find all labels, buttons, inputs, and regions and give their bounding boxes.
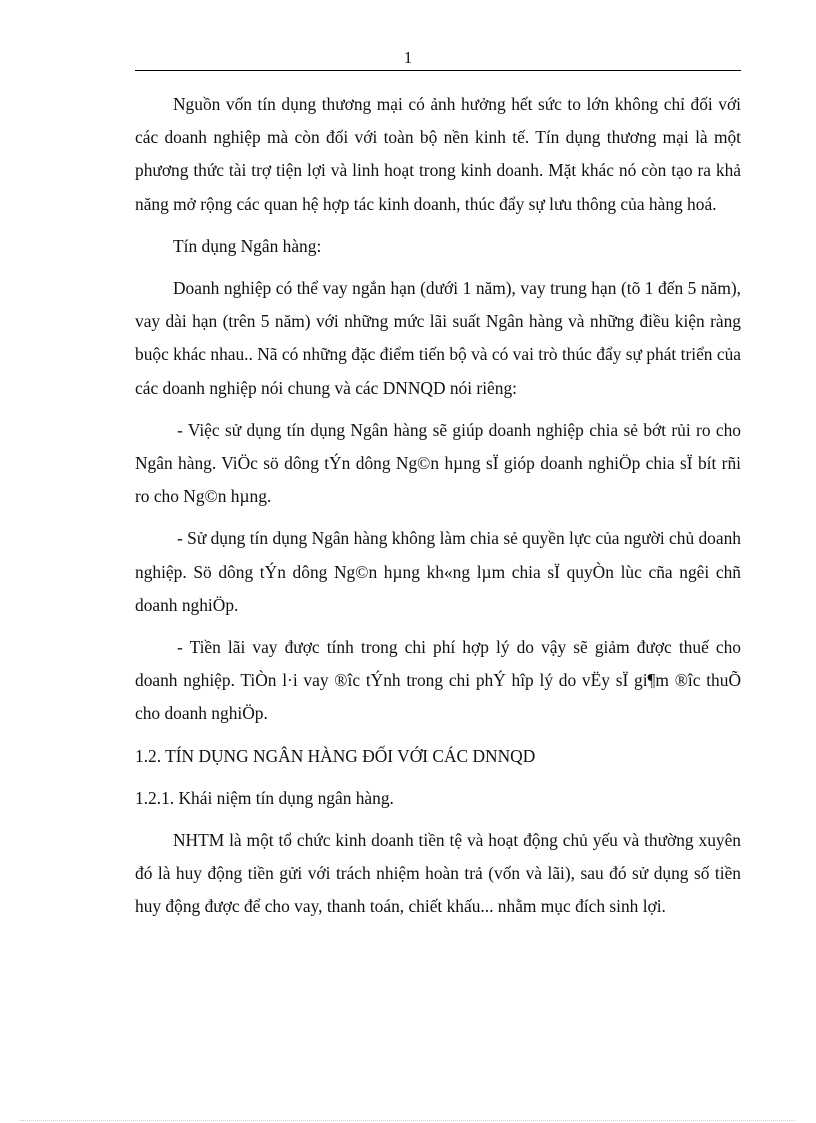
subsection-heading-1-2-1: 1.2.1. Khái niệm tín dụng ngân hàng. [135,787,394,808]
paragraph-commercial-credit: Nguồn vốn tín dụng thương mại có ảnh hưởng hết sức to lớn không chỉ đối với các doanh nghiệp mà còn đối với toàn bộ nền kinh tế. Tín dụng thương mại là một phương thức tài trợ tiện lợi và linh hoạt trong kinh doanh. Mặt khác nó còn tạo ra khả năng mở rộng các quan hệ hợp tác kinh doanh, thúc đẩy sự lưu thông của hàng hoá. [135,94,741,214]
header-rule [135,70,741,71]
page-bottom-divider [20,1120,796,1121]
document-body [135,88,741,924]
bullet-interest-cost: - Tiền lãi vay được tính trong chi phí hợp lý do vậy sẽ giảm được thuế cho doanh nghiệp. TiÒn l·i vay ®îc tÝnh trong chi phÝ hîp lý do vËy sÏ gi¶m ®îc thuÕ cho doanh nghiÖp. [135,637,741,724]
bullet-ownership: - Sử dụng tín dụng Ngân hàng không làm chia sẻ quyền lực của người chủ doanh nghiệp. Sö dông tÝn dông Ng©n hµng kh«ng lµm chia sÏ quyÒn lùc cña ngêi chñ doanh nghiÖp. [135,528,741,615]
paragraph-loan-terms: Doanh nghiệp có thể vay ngắn hạn (dưới 1 năm), vay trung hạn (tõ 1 đến 5 năm), vay dài hạn (trên 5 năm) với những mức lãi suất Ngân hàng và những điều kiện ràng buộc khác nhau.. Nã có những đặc điểm tiến bộ và có vai trò thúc đẩy sự phát triển của các doanh nghiệp nói chung và các DNNQD nói riêng: [135,278,741,398]
page-number: 1 [403,48,413,67]
section-heading-1-2: 1.2. TÍN DỤNG NGÂN HÀNG ĐỐI VỚI CÁC DNNQD [135,745,536,766]
paragraph-bank-credit-label: Tín dụng Ngân hàng: [173,235,322,256]
paragraph-nhtm-definition: NHTM là một tổ chức kinh doanh tiền tệ và hoạt động chủ yếu và thường xuyên đó là huy động tiền gửi với trách nhiệm hoàn trả (vốn và lãi), sau đó sử dụng số tiền huy động được để cho vay, thanh toán, chiết khấu... nhằm mục đích sinh lợi. [135,830,741,917]
bullet-risk-sharing: - Việc sử dụng tín dụng Ngân hàng sẽ giúp doanh nghiệp chia sẻ bớt rủi ro cho Ngân hàng. ViÖc sö dông tÝn dông Ng©n hµng sÏ gióp doanh nghiÖp chia sÏ bít rñi ro cho Ng©n hµng. [135,419,741,507]
